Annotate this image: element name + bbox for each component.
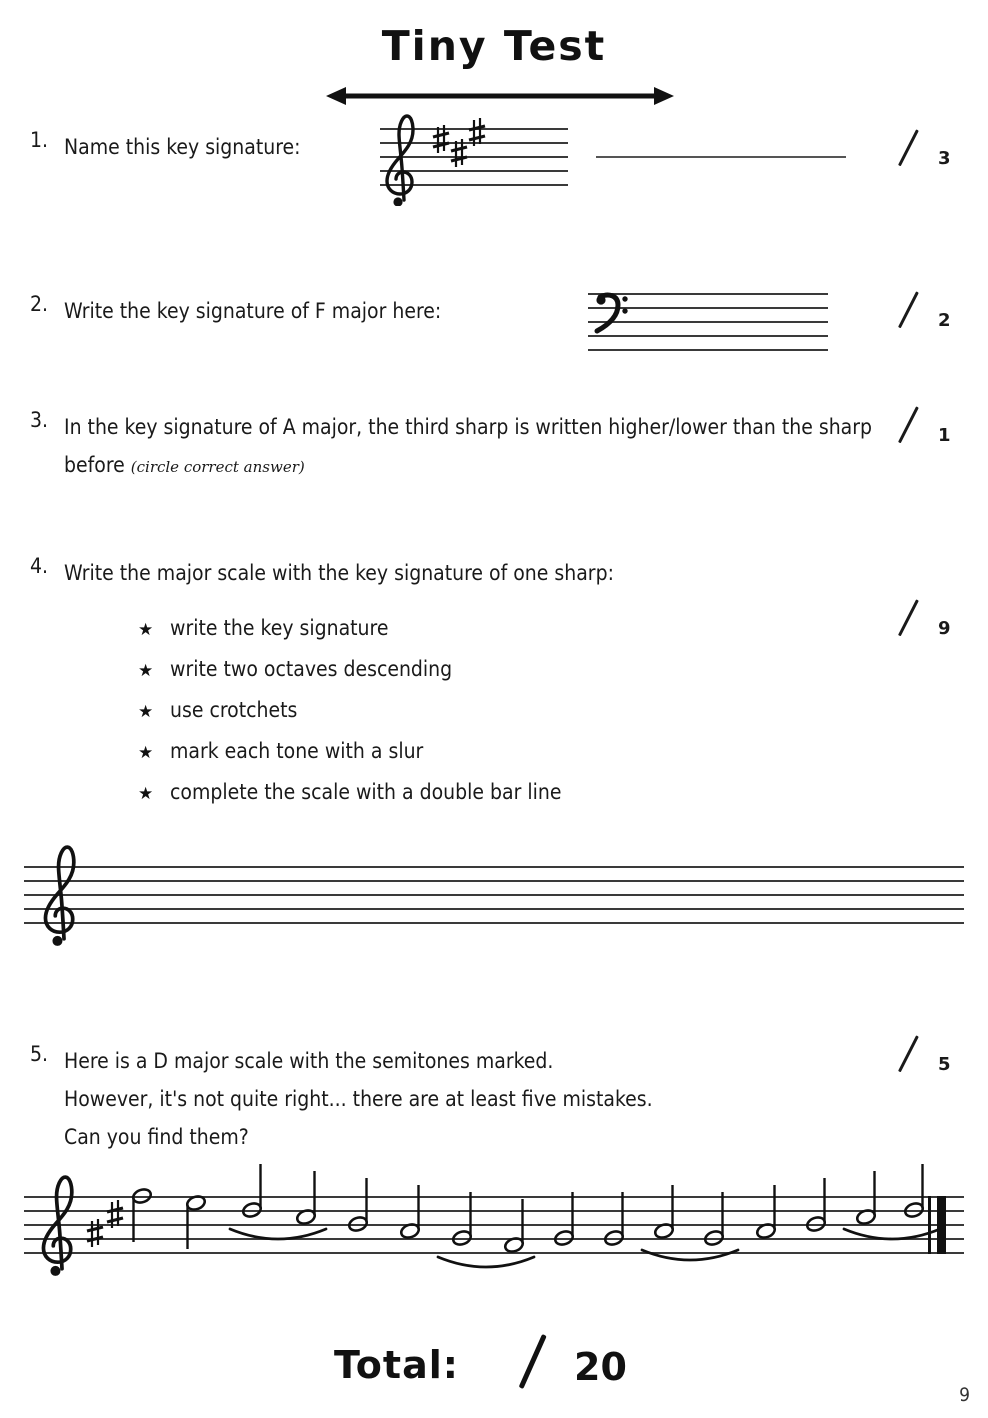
mark-slash — [898, 291, 919, 328]
note-minim — [553, 1192, 574, 1247]
bass-clef-icon — [592, 289, 632, 335]
note-minim — [131, 1187, 152, 1242]
star-bullet-icon: ★ — [138, 784, 154, 804]
question-1-text: Name this key signature: — [64, 135, 301, 159]
scale-note-layer — [24, 1136, 964, 1316]
question-5-line-1: Here is a D major scale with the semitones marked. — [64, 1049, 554, 1073]
star-bullet-icon: ★ — [138, 661, 154, 681]
mark-slash — [519, 1334, 547, 1389]
bullet-label: write the key signature — [170, 616, 389, 640]
note-minim — [399, 1185, 420, 1240]
bullet-label: mark each tone with a slur — [170, 739, 424, 763]
double-arrow-icon — [326, 86, 674, 106]
question-1-number: 1. — [30, 128, 49, 152]
question-5-scale-staff — [24, 1196, 964, 1254]
mark-slash — [898, 1035, 919, 1072]
treble-clef-icon — [40, 842, 88, 946]
page-title-block — [0, 22, 988, 70]
question-2-marks — [908, 290, 978, 338]
question-4-number: 4. — [30, 554, 49, 578]
question-3-number: 3. — [30, 408, 49, 432]
page-title: Tiny Test — [381, 22, 607, 70]
mark-slash — [898, 599, 919, 636]
total-marks — [524, 1335, 654, 1395]
question-3 — [30, 408, 890, 486]
question-5-line-3: Can you find them? — [64, 1125, 249, 1149]
bullet-label: complete the scale with a double bar line — [170, 780, 562, 804]
total-label: Total: — [333, 1343, 459, 1387]
note-minim — [653, 1185, 674, 1240]
sharp-icon — [468, 117, 486, 151]
question-3-marks — [908, 405, 978, 453]
note-minim — [185, 1194, 206, 1249]
note-minim — [295, 1171, 316, 1226]
question-4-mark-value: 9 — [938, 618, 951, 639]
note-minim — [755, 1185, 776, 1240]
star-bullet-icon: ★ — [138, 743, 154, 763]
star-bullet-icon: ★ — [138, 702, 154, 722]
question-3-mark-value: 1 — [938, 425, 951, 446]
star-bullet-icon: ★ — [138, 620, 154, 640]
question-2-mark-value: 2 — [938, 310, 951, 331]
note-minim — [855, 1171, 876, 1226]
question-3-note: (circle correct answer) — [130, 458, 305, 476]
double-bar-line-thick — [937, 1196, 946, 1254]
question-1-mark-value: 3 — [938, 148, 951, 169]
sharp-icon — [450, 138, 468, 172]
total-mark-value: 20 — [574, 1345, 627, 1389]
question-5-marks — [908, 1034, 978, 1082]
note-minim — [603, 1192, 624, 1247]
question-3-text-block — [64, 408, 884, 486]
question-4-marks — [908, 598, 978, 646]
slur-marking — [844, 1229, 940, 1239]
question-2-text: Write the key signature of F major here: — [64, 299, 442, 323]
question-1-staff — [380, 128, 568, 188]
note-minim — [347, 1178, 368, 1233]
list-item — [138, 731, 561, 772]
page-number: 9 — [959, 1384, 970, 1406]
sharp-icon — [432, 124, 450, 158]
note-minim — [903, 1164, 924, 1219]
question-5-line-2: However, it's not quite right... there are at least five mistakes. — [64, 1087, 653, 1111]
question-1-marks — [908, 128, 978, 176]
list-item — [138, 772, 561, 813]
note-minim — [703, 1192, 724, 1247]
note-minim — [805, 1178, 826, 1233]
slur-marking — [230, 1229, 326, 1239]
question-2-staff[interactable] — [588, 293, 828, 353]
list-item — [138, 608, 561, 649]
question-4-bullet-list — [138, 608, 561, 813]
question-2-number: 2. — [30, 292, 49, 316]
list-item — [138, 690, 561, 731]
question-3-text: In the key signature of A major, the third sharp is written higher/lower than the sharp before — [64, 415, 873, 477]
slur-marking — [438, 1257, 534, 1267]
question-5-mark-value: 5 — [938, 1054, 951, 1075]
list-item — [138, 649, 561, 690]
question-4-working-staff[interactable] — [24, 866, 964, 926]
question-1 — [30, 128, 301, 166]
bullet-label: write two octaves descending — [170, 657, 453, 681]
question-1-answer-line[interactable] — [596, 156, 846, 158]
bullet-label: use crotchets — [170, 698, 298, 722]
mark-slash — [898, 129, 919, 166]
note-minim — [503, 1199, 524, 1254]
question-4 — [30, 554, 614, 592]
question-4-text: Write the major scale with the key signature of one sharp: — [64, 561, 614, 585]
mark-slash — [898, 406, 919, 443]
question-2 — [30, 292, 441, 330]
treble-clef-icon — [382, 112, 426, 206]
double-bar-line-thin — [928, 1196, 931, 1254]
slur-marking — [642, 1250, 738, 1260]
question-5-number: 5. — [30, 1042, 49, 1066]
total-block — [0, 1335, 988, 1395]
note-minim — [241, 1164, 262, 1219]
note-minim — [451, 1192, 472, 1247]
